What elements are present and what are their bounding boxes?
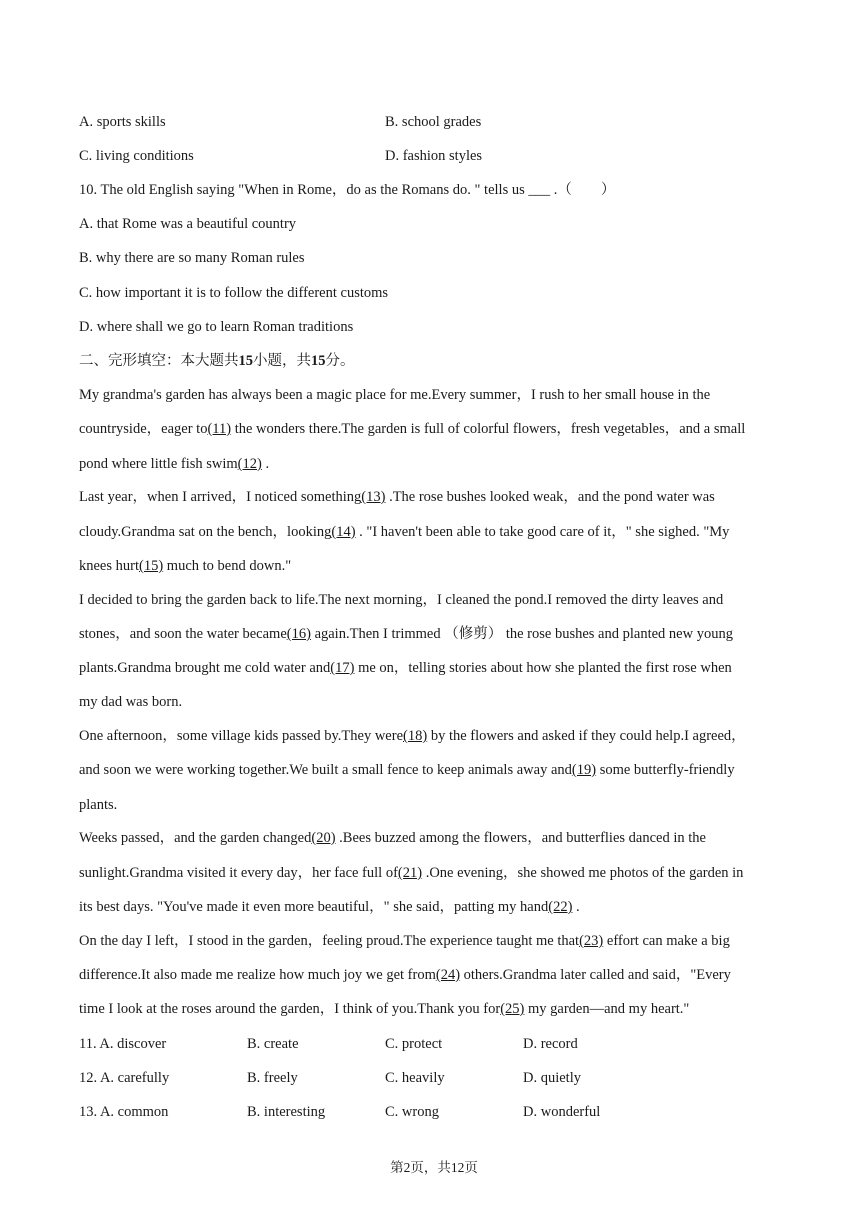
text-run: On the day I left，I stood in the garden，feeling proud.The experience taught me that: [79, 933, 580, 949]
passage-line: [79, 965, 731, 985]
q9-option-a: A. sports skills: [79, 114, 166, 130]
q10-option-b: B. why there are so many Roman rules: [79, 250, 305, 266]
passage-line: [79, 556, 291, 576]
heading-text: 二、完形填空：本大题共: [79, 353, 239, 369]
answer-11-option-a: 11. A. discover: [79, 1036, 167, 1052]
text-run: stones，and soon the water became: [79, 626, 287, 642]
passage-line: [79, 760, 735, 780]
answer-13-option-c: C. wrong: [385, 1104, 439, 1120]
q10-option-a: A. that Rome was a beautiful country: [79, 216, 297, 232]
text-run: and soon we were working together.We built a small fence to keep animals away and: [79, 762, 572, 778]
q9-option-c: C. living conditions: [79, 148, 194, 164]
blank-23: (23): [579, 933, 604, 949]
answer-11-option-b: B. create: [247, 1036, 299, 1052]
blank-12: (12): [237, 456, 262, 472]
passage-line: [79, 419, 745, 439]
q9-option-b: B. school grades: [385, 114, 482, 130]
text-run: me on，telling stories about how she planted the first rose when: [354, 660, 732, 676]
answer-13-option-d: D. wonderful: [523, 1104, 601, 1120]
q10-option-c: C. how important it is to follow the different customs: [79, 285, 389, 301]
blank-17: (17): [330, 660, 355, 676]
text-run: cloudy.Grandma sat on the bench，looking: [79, 524, 332, 540]
section-heading: [79, 351, 355, 371]
heading-text-end: 分。: [325, 353, 355, 369]
passage-line: [79, 863, 743, 883]
text-run: .Bees buzzed among the flowers，and butterflies danced in the: [335, 830, 706, 846]
heading-question-count: 15: [238, 353, 253, 369]
passage-line: [79, 658, 732, 678]
text-run: time I look at the roses around the garden，I think of you.Thank you for: [79, 1001, 501, 1017]
passage-line: [79, 726, 746, 746]
text-run: .The rose bushes looked weak，and the pond water was: [385, 489, 715, 505]
blank-13: (13): [361, 489, 386, 505]
answer-12-option-a: 12. A. carefully: [79, 1070, 170, 1086]
passage-line: my dad was born.: [79, 694, 183, 710]
passage-line: plants.: [79, 797, 118, 813]
answer-12-option-c: C. heavily: [385, 1070, 445, 1086]
text-run: my garden—and my heart.": [524, 1001, 690, 1017]
passage-line: [79, 454, 269, 474]
blank-16: (16): [286, 626, 311, 642]
text-run: its best days. "You've made it even more beautiful，" she said，patting my hand: [79, 899, 549, 915]
passage-line: I decided to bring the garden back to life.The next morning，I cleaned the pond.I removed the dirty leaves and: [79, 592, 724, 608]
text-run: .One evening，she showed me photos of the garden in: [422, 865, 744, 881]
blank-22: (22): [548, 899, 573, 915]
text-run: difference.It also made me realize how much joy we get from: [79, 967, 436, 983]
blank-24: (24): [435, 967, 461, 983]
answer-11-option-d: D. record: [523, 1036, 578, 1052]
q9-option-d: D. fashion styles: [385, 148, 483, 164]
q10-option-d: D. where shall we go to learn Roman traditions: [79, 319, 354, 335]
blank-25: (25): [500, 1001, 525, 1017]
text-run: Last year，when I arrived，I noticed something: [79, 489, 362, 505]
passage-line: [79, 828, 706, 848]
text-run: . "I haven't been able to take good care of it，" she sighed. "My: [355, 524, 730, 540]
text-run: Weeks passed，and the garden changed: [79, 830, 312, 846]
blank-20: (20): [311, 830, 336, 846]
answer-12-option-b: B. freely: [247, 1070, 298, 1086]
heading-text-mid: 小题，共: [253, 353, 311, 369]
blank-19: (19): [571, 762, 597, 778]
blank-15: (15): [139, 558, 164, 574]
text-run: plants.Grandma brought me cold water and: [79, 660, 331, 676]
text-run: by the flowers and asked if they could help.I agreed，: [427, 728, 746, 744]
text-run: some butterfly-friendly: [596, 762, 735, 778]
text-run: One afternoon，some village kids passed by.They were: [79, 728, 404, 744]
passage-line: [79, 522, 729, 542]
page-number-footer: 第2页，共12页: [390, 1160, 478, 1175]
passage-line: My grandma's garden has always been a magic place for me.Every summer，I rush to her small house in the: [79, 387, 711, 403]
passage-line: [79, 487, 715, 507]
blank-14: (14): [331, 524, 356, 540]
q10-stem: 10. The old English saying "When in Rome，do as the Romans do. " tells us ___ .（ ）: [79, 182, 616, 198]
text-run: pond where little fish swim: [79, 456, 238, 472]
text-run: effort can make a big: [603, 933, 730, 949]
blank-18: (18): [403, 728, 428, 744]
heading-score: 15: [311, 353, 326, 369]
text-run: knees hurt: [79, 558, 139, 574]
text-run: sunlight.Grandma visited it every day，her face full of: [79, 865, 398, 881]
answer-13-option-a: 13. A. common: [79, 1104, 169, 1120]
text-run: again.Then I trimmed （修剪） the rose bushes and planted new young: [310, 626, 733, 642]
text-run: .: [261, 456, 270, 472]
text-run: much to bend down.": [163, 558, 292, 574]
passage-line: [79, 624, 733, 644]
passage-line: [79, 999, 689, 1019]
blank-11: (11): [207, 421, 232, 437]
text-run: .: [572, 899, 580, 915]
text-run: countryside，eager to: [79, 421, 208, 437]
answer-12-option-d: D. quietly: [523, 1070, 581, 1086]
answer-11-option-c: C. protect: [385, 1036, 443, 1052]
passage-line: [79, 931, 730, 951]
passage-line: [79, 897, 580, 917]
answer-13-option-b: B. interesting: [247, 1104, 326, 1120]
text-run: the wonders there.The garden is full of colorful flowers，fresh vegetables，and a small: [231, 421, 746, 437]
text-run: others.Grandma later called and said，"Every: [460, 967, 731, 983]
blank-21: (21): [397, 865, 423, 881]
